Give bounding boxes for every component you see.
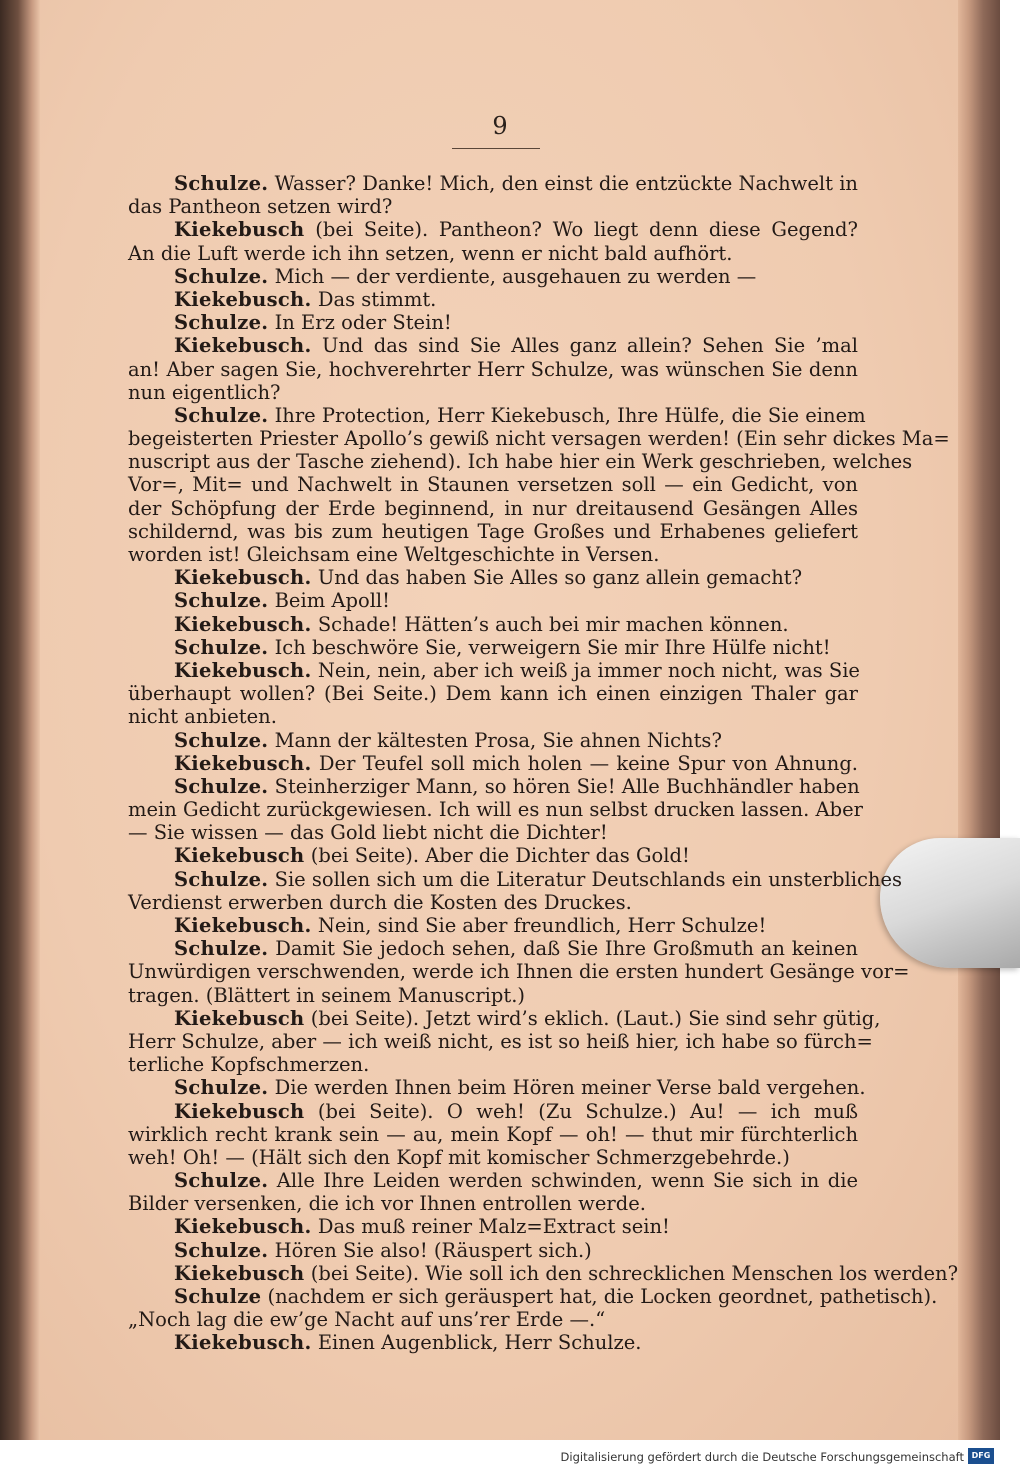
line-text: mein Gedicht zurückgewiesen. Ich will es nun selbst drucken lassen. Aber	[128, 798, 863, 822]
speaker-name: Kiekebusch	[174, 1006, 305, 1030]
text-line	[128, 1261, 959, 1285]
text-line	[128, 1123, 858, 1146]
line-text: Hören Sie also! (Räuspert sich.)	[268, 1238, 592, 1262]
line-text: Mich — der verdiente, ausgehauen zu werden —	[268, 264, 757, 288]
page-number: 9	[492, 112, 508, 140]
speaker-name: Kiekebusch	[174, 218, 305, 242]
speaker-name: Kiekebusch.	[174, 1215, 312, 1239]
line-text: Das muß reiner Malz=Extract sein!	[311, 1215, 670, 1239]
text-line	[128, 427, 950, 451]
speaker-name: Schulze.	[174, 403, 269, 427]
line-text: tragen. (Blättert in seinem Manuscript.)	[128, 983, 526, 1007]
speaker-name: Kiekebusch.	[174, 658, 312, 682]
book-binding-left	[0, 0, 40, 1440]
speaker-name: Schulze.	[174, 311, 269, 335]
dfg-logo: DFG	[968, 1448, 994, 1464]
line-text: Steinherziger Mann, so hören Sie! Alle Buchhändler haben	[268, 774, 860, 798]
text-line	[128, 937, 858, 960]
text-line	[128, 1146, 858, 1169]
line-text: (bei Seite). Aber die Dichter das Gold!	[304, 844, 690, 868]
line-text: Sie sollen sich um die Literatur Deutschlands ein unsterbliches	[268, 867, 902, 891]
text-line	[128, 1239, 858, 1262]
speaker-name: Kiekebusch.	[174, 334, 312, 358]
speaker-name: Schulze.	[174, 774, 269, 798]
line-text: schildernd, was bis zum heutigen Tage Großes und Erhabenes geliefert	[128, 519, 858, 543]
text-line	[128, 403, 866, 427]
text-line	[128, 984, 858, 1007]
line-text: Herr Schulze, aber — ich weiß nicht, es ist so heiß hier, ich habe so fürch=	[128, 1029, 873, 1053]
text-line	[128, 288, 858, 311]
line-text: (bei Seite). O weh! (Zu Schulze.) Au! — ich muß	[304, 1099, 858, 1123]
line-text: worden ist! Gleichsam eine Weltgeschichte in Versen.	[128, 543, 660, 566]
line-text: „Noch lag die ew’ge Nacht auf uns’rer Erde —.“	[128, 1308, 606, 1332]
text-line	[128, 1076, 866, 1100]
line-text: (bei Seite). Pantheon? Wo liegt denn diese Gegend?	[304, 218, 858, 242]
speaker-name: Kiekebusch	[174, 1099, 305, 1123]
speaker-name: Schulze.	[174, 1076, 269, 1100]
line-text: Nein, sind Sie aber freundlich, Herr Schulze!	[311, 914, 767, 937]
text-line	[128, 1192, 858, 1215]
text-line	[128, 1100, 858, 1123]
header-rule	[452, 148, 540, 149]
line-text: Einen Augenblick, Herr Schulze.	[311, 1331, 642, 1355]
speaker-name: Schulze.	[174, 867, 269, 891]
speaker-name: Schulze.	[174, 172, 269, 195]
text-line	[128, 729, 858, 752]
page-clip	[880, 838, 1020, 968]
speaker-name: Schulze	[174, 1285, 262, 1308]
line-text: Und das sind Sie Alles ganz allein? Sehen Sie ’mal	[311, 334, 858, 358]
line-text: Unwürdigen verschwenden, werde ich Ihnen die ersten hundert Gesänge vor=	[128, 960, 910, 984]
line-text: — Sie wissen — das Gold liebt nicht die Dichter!	[128, 821, 608, 845]
line-text: Und das haben Sie Alles so ganz allein gemacht?	[311, 566, 803, 590]
text-line	[128, 1169, 858, 1192]
line-text: Der Teufel soll mich holen — keine Spur von Ahnung.	[311, 751, 858, 775]
line-text: Beim Apoll!	[268, 589, 390, 613]
speaker-name: Kiekebusch.	[174, 566, 312, 590]
text-line	[128, 589, 858, 612]
line-text: Ihre Protection, Herr Kiekebusch, Ihre Hülfe, die Sie einem	[268, 403, 866, 427]
book-edge-right	[958, 0, 1000, 1440]
line-text: Schade! Hätten’s auch bei mir machen können.	[311, 612, 789, 636]
body-text	[128, 172, 959, 1355]
speaker-name: Kiekebusch	[174, 1261, 305, 1285]
line-text: Die werden Ihnen beim Hören meiner Verse bald vergehen.	[268, 1076, 866, 1100]
text-line	[128, 1215, 858, 1238]
text-line	[128, 636, 858, 659]
text-line	[128, 265, 858, 288]
speaker-name: Kiekebusch	[174, 844, 305, 868]
text-line	[128, 659, 858, 682]
text-line	[128, 1308, 858, 1331]
funding-credit: Digitalisierung gefördert durch die Deutsche Forschungsgemeinschaft	[560, 1450, 964, 1464]
line-text: nun eigentlich?	[128, 380, 281, 404]
line-text: Damit Sie jedoch sehen, daß Sie Ihre Großmuth an keinen	[268, 937, 858, 961]
text-line	[128, 543, 858, 566]
line-text: Verdienst erwerben durch die Kosten des Druckes.	[128, 890, 632, 914]
line-text: (bei Seite). Jetzt wird’s eklich. (Laut.) Sie sind sehr gütig,	[304, 1006, 881, 1030]
text-line	[128, 798, 863, 822]
speaker-name: Schulze.	[174, 589, 269, 613]
speaker-name: Kiekebusch.	[174, 914, 312, 937]
line-text: begeisterten Priester Apollo’s gewiß nicht versagen werden! (Ein sehr dickes Ma=	[128, 427, 950, 451]
text-line	[128, 775, 858, 798]
text-line	[128, 218, 858, 241]
line-text: Bilder versenken, die ich vor Ihnen entrollen werde.	[128, 1192, 646, 1216]
line-text: An die Luft werde ich ihn setzen, wenn er nicht bald aufhört.	[128, 241, 733, 265]
line-text: nuscript aus der Tasche ziehend). Ich habe hier ein Werk geschrieben, welches	[128, 450, 913, 474]
text-line	[128, 311, 858, 334]
text-line	[128, 613, 858, 636]
speaker-name: Schulze.	[174, 937, 269, 961]
text-line	[128, 1285, 938, 1308]
line-text: Mann der kältesten Prosa, Sie ahnen Nichts?	[268, 728, 722, 752]
line-text: Das stimmt.	[311, 287, 437, 311]
text-line	[128, 752, 858, 775]
text-line	[128, 242, 858, 265]
text-line	[128, 1053, 858, 1076]
speaker-name: Schulze.	[174, 1238, 269, 1262]
speaker-name: Schulze.	[174, 635, 269, 659]
line-text: weh! Oh! — (Hält sich den Kopf mit komischer Schmerzgebehrde.)	[128, 1145, 790, 1169]
text-line	[128, 358, 858, 381]
text-line	[128, 844, 858, 867]
line-text: In Erz oder Stein!	[268, 311, 452, 335]
line-text: nicht anbieten.	[128, 705, 277, 729]
text-line	[128, 195, 858, 218]
line-text: Nein, nein, aber ich weiß ja immer noch nicht, was Sie	[311, 658, 860, 682]
text-line	[128, 867, 902, 891]
line-text: Ich beschwöre Sie, verweigern Sie mir Ihre Hülfe nicht!	[268, 635, 831, 659]
text-line	[128, 450, 913, 474]
line-text: (nachdem er sich geräuspert hat, die Locken geordnet, pathetisch).	[261, 1285, 938, 1308]
text-line	[128, 891, 858, 914]
speaker-name: Kiekebusch.	[174, 287, 312, 311]
line-text: wirklich recht krank sein — au, mein Kopf — oh! — thut mir fürchterlich	[128, 1122, 858, 1146]
text-line	[128, 1331, 858, 1354]
text-line	[128, 172, 858, 195]
text-line	[128, 821, 858, 844]
text-line	[128, 381, 858, 404]
speaker-name: Kiekebusch.	[174, 612, 312, 636]
text-line	[128, 1029, 873, 1053]
line-text: Vor=, Mit= und Nachwelt in Staunen versetzen soll — ein Gedicht, von	[128, 473, 858, 497]
text-line	[128, 960, 910, 984]
text-line	[128, 473, 858, 496]
text-line	[128, 334, 858, 357]
line-text: der Schöpfung der Erde beginnend, in nur dreitausend Gesängen Alles	[128, 496, 858, 520]
speaker-name: Schulze.	[174, 728, 269, 752]
line-text: Wasser? Danke! Mich, den einst die entzückte Nachwelt in	[268, 172, 858, 195]
line-text: terliche Kopfschmerzen.	[128, 1053, 370, 1077]
speaker-name: Kiekebusch.	[174, 751, 312, 775]
text-line	[128, 520, 858, 543]
text-line	[128, 1006, 881, 1030]
speaker-name: Schulze.	[174, 264, 269, 288]
text-line	[128, 566, 858, 589]
speaker-name: Schulze.	[174, 1169, 269, 1193]
line-text: an! Aber sagen Sie, hochverehrter Herr Schulze, was wünschen Sie denn	[128, 357, 858, 381]
text-line	[128, 914, 858, 937]
text-line	[128, 682, 858, 705]
line-text: das Pantheon setzen wird?	[128, 195, 393, 219]
footer-bar	[0, 1444, 1000, 1470]
line-text: Alle Ihre Leiden werden schwinden, wenn Sie sich in die	[268, 1169, 858, 1193]
line-text: (bei Seite). Wie soll ich den schrecklichen Menschen los werden?	[304, 1261, 959, 1285]
speaker-name: Kiekebusch.	[174, 1331, 312, 1355]
text-line	[128, 705, 858, 728]
text-line	[128, 497, 858, 520]
line-text: überhaupt wollen? (Bei Seite.) Dem kann ich einen einzigen Thaler gar	[128, 682, 858, 706]
